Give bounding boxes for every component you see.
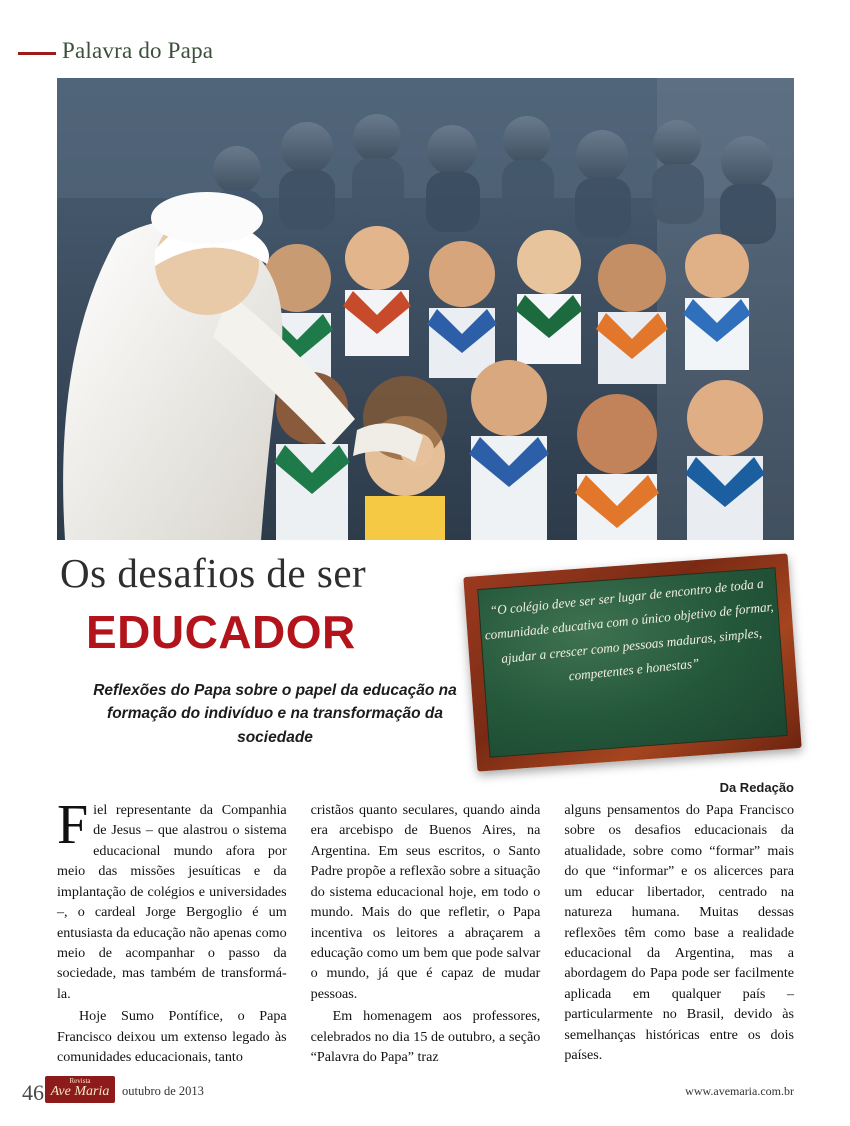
body-paragraph: Hoje Sumo Pontífice, o Papa Francisco deixou um extenso legado às comunidades educacionais, tanto — [57, 1008, 287, 1066]
magazine-logo — [45, 1076, 115, 1103]
section-title: Palavra do Papa — [62, 38, 214, 63]
headline-line-2: EDUCADOR — [86, 606, 356, 659]
headline-subhead: Reflexões do Papa sobre o papel da educação na formação do indivíduo e na transformação da sociedade — [93, 682, 457, 746]
website-url: www.avemaria.com.br — [685, 1084, 794, 1098]
chalkboard-pullquote — [463, 553, 801, 771]
page-number: 46 — [22, 1080, 44, 1105]
page-footer — [0, 1074, 850, 1108]
headline-block — [60, 552, 480, 749]
body-paragraph: cristãos quanto seculares, quando ainda era arcebispo de Buenos Aires, na Argentina. Em seus escritos, o Santo Padre propõe a reflexão sobre a situação do sistema educacional hoje, em todo o mundo. Mais do que refletir, o Papa incentiva os leitores a abraçarem a educação como um bem que pode salvar o mundo, já que é capaz de mudar pessoas. — [310, 802, 541, 1002]
photo-illustration — [57, 78, 794, 540]
page-header — [0, 38, 850, 68]
article-photo — [57, 78, 794, 540]
body-column-3 — [564, 800, 794, 1067]
body-column-2 — [311, 800, 541, 1067]
byline: Da Redação — [719, 780, 794, 795]
body-paragraph: Em homenagem aos professores, celebrados no dia 15 de outubro, a seção “Palavra do Papa” traz — [310, 1008, 541, 1066]
body-column-1 — [57, 794, 287, 1067]
header-accent-rule — [18, 52, 56, 55]
article-body — [57, 794, 795, 1067]
logo-line-2: Ave Maria — [50, 1084, 110, 1099]
headline-line-1: Os desafios de ser — [60, 550, 367, 596]
issue-date: outubro de 2013 — [122, 1084, 204, 1098]
chalkboard-quote-text: “O colégio deve ser ser lugar de encontro de toda a comunidade educativa com o único objetivo de formar, ajudar a crescer como pessoas maduras, simples, competentes e honestas” — [484, 575, 775, 684]
body-paragraph: Fiel representante da Companhia de Jesus – que alastrou o sistema educacional mundo afora por meio das missões jesuíticas e da implantação de colégios e universidades –, o cardeal Jorge Bergoglio é um entusiasta da educação não apenas como meio de acompanhar o passo da sociedade, mas também de transformá-la. — [57, 794, 287, 1002]
logo-line-1: Revista — [69, 1077, 91, 1085]
body-paragraph: alguns pensamentos do Papa Francisco sobre os desafios educacionais da atualidade, sobre como “formar” mais do que “informar” e os alicerces para um educar libertador, centrado na natureza humana. Muitas dessas reflexões têm como base a realidade educacional da Argentina, mas a abordagem do Papa pode ser facilmente aplicada em qualquer país – particularmente no Brasil, devido às semelhanças históricas entre os dois países. — [564, 802, 795, 1064]
